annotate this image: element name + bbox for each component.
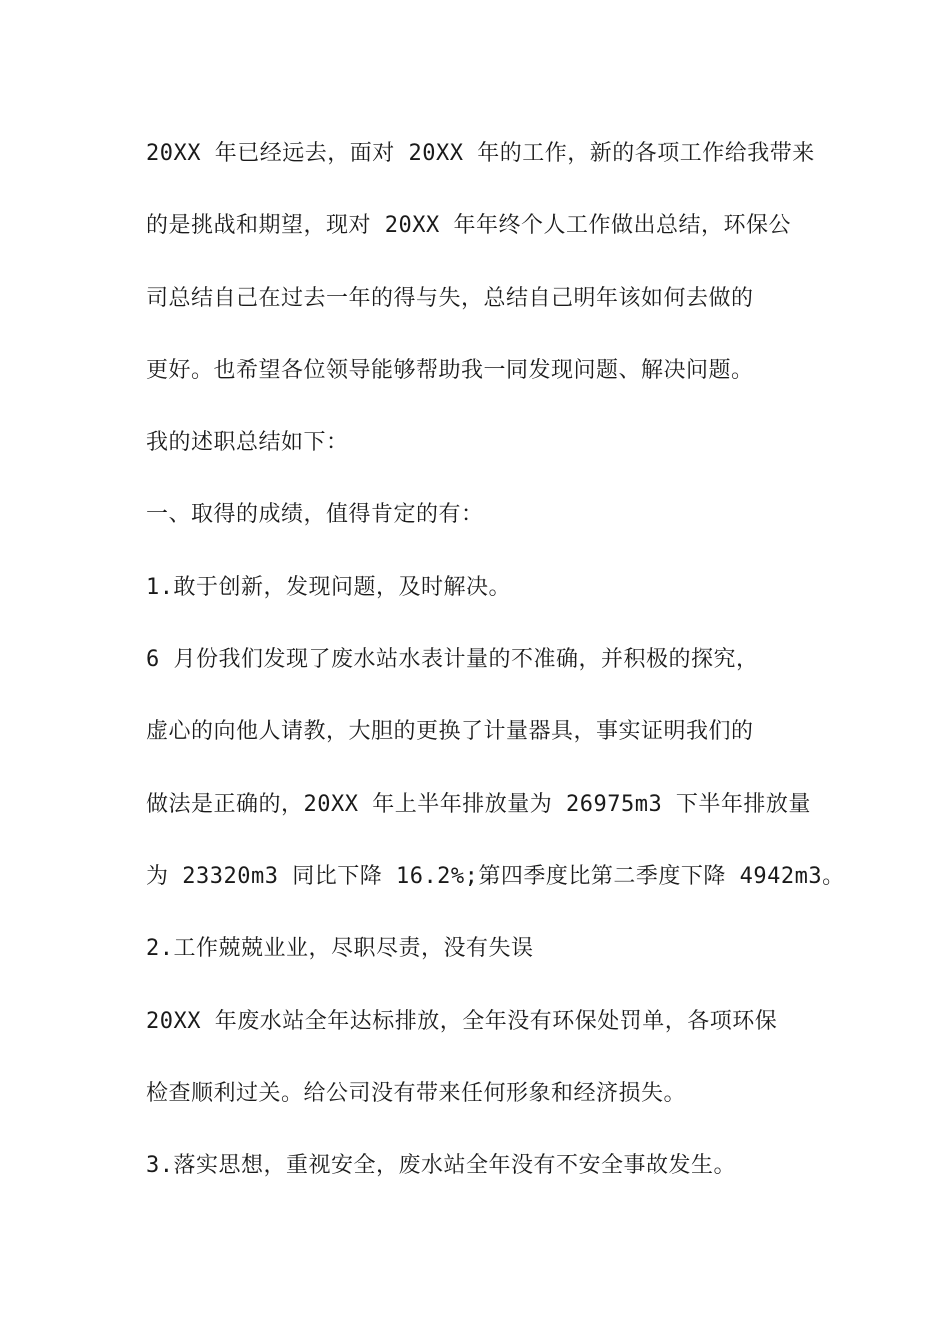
- paragraph-line: 司总结自己在过去一年的得与失，总结自己明年该如何去做的: [146, 285, 754, 311]
- item-heading: 2.工作兢兢业业，尽职尽责，没有失误: [146, 936, 534, 962]
- item-heading: 1.敢于创新，发现问题，及时解决。: [146, 574, 511, 600]
- paragraph-line: 6 月份我们发现了废水站水表计量的不准确，并积极的探究，: [146, 647, 759, 673]
- paragraph-line: 做法是正确的，20XX 年上半年排放量为 26975m3 下半年排放量: [146, 791, 811, 817]
- summary-intro-line: 我的述职总结如下：: [146, 430, 349, 456]
- paragraph-line: 的是挑战和期望，现对 20XX 年年终个人工作做出总结，环保公: [146, 213, 791, 239]
- paragraph-line: 更好。也希望各位领导能够帮助我一同发现问题、解决问题。: [146, 357, 754, 383]
- paragraph-line: 20XX 年已经远去，面对 20XX 年的工作，新的各项工作给我带来: [146, 141, 815, 166]
- item-heading: 3.落实思想，重视安全，废水站全年没有不安全事故发生。: [146, 1153, 736, 1179]
- paragraph-line: 检查顺利过关。给公司没有带来任何形象和经济损失。: [146, 1080, 687, 1106]
- section-heading: 一、取得的成绩，值得肯定的有：: [146, 502, 484, 528]
- paragraph-line: 20XX 年废水站全年达标排放，全年没有环保处罚单，各项环保: [146, 1008, 778, 1034]
- paragraph-line: 虚心的向他人请教，大胆的更换了计量器具，事实证明我们的: [146, 719, 754, 745]
- paragraph-line: 为 23320m3 同比下降 16.2%;第四季度比第二季度下降 4942m3。: [146, 863, 845, 889]
- document-body: [146, 128, 845, 1212]
